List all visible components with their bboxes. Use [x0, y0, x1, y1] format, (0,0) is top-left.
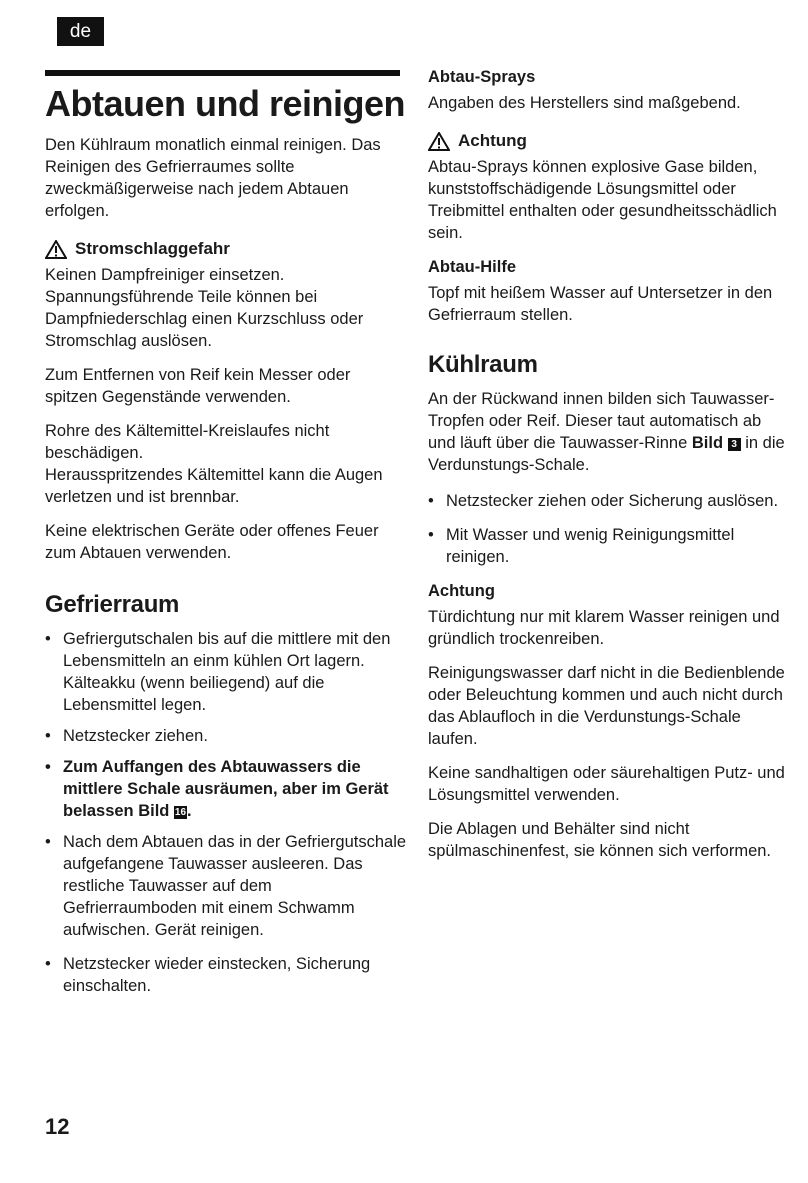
- para-no-abrasives: Keine sandhaltigen oder säurehaltigen Putz- und Lösungsmittel verwenden.: [428, 764, 785, 804]
- figure-ref-16: 16: [174, 807, 187, 818]
- section-title-gefrierraum: Gefrierraum: [45, 591, 180, 618]
- kuehlraum-text-b: in die Verdunstungs-Schale.: [428, 434, 785, 474]
- right-column: [428, 66, 790, 862]
- sprays-title: Abtau-Sprays: [428, 68, 536, 86]
- language-badge: de: [57, 17, 104, 46]
- title-rule: [45, 70, 400, 76]
- step-text-end: .: [186, 802, 192, 820]
- caution-heading: [428, 130, 790, 152]
- page-title: Abtauen und reinigen: [45, 83, 406, 124]
- para-refrigerant: Herausspritzendes Kältemittel kann die Augen verletzen und ist brennbar.: [45, 466, 383, 506]
- section-title-kuehlraum: Kühlraum: [428, 351, 538, 378]
- list-item: • Netzstecker wieder einstecken, Sicherung einschalten.: [45, 953, 407, 997]
- list-item: • Gefriergutschalen bis auf die mittlere mit den Lebensmitteln an einm kühlen Ort lagern. Kälteakku (wenn beiliegend) auf die Lebensmittel legen.: [45, 628, 407, 716]
- para-no-fire: Keine elektrischen Geräte oder offenes Feuer zum Abtauen verwenden.: [45, 522, 379, 562]
- caution2-text: Türdichtung nur mit klarem Wasser reinigen und gründlich trockenreiben.: [428, 608, 780, 648]
- figure-ref-3: 3: [728, 438, 741, 451]
- list-item: • Netzstecker ziehen oder Sicherung auslösen.: [428, 490, 790, 512]
- para-pipes: Rohre des Kältemittel-Kreislaufes nicht beschädigen.: [45, 422, 330, 462]
- para-knife: Zum Entfernen von Reif kein Messer oder spitzen Gegenstände verwenden.: [45, 366, 351, 406]
- list-item: • Netzstecker ziehen.: [45, 725, 407, 747]
- caution-text: Abtau-Sprays können explosive Gase bilden, kunststoffschädigende Lösungsmittel oder Treibmittel enthalten oder gesundheitsschädlich sein.: [428, 158, 777, 242]
- help-title: Abtau-Hilfe: [428, 258, 516, 276]
- figure-word: Bild: [691, 434, 724, 452]
- warning-title: Stromschlaggefahr: [75, 239, 230, 258]
- kuehlraum-text-a: An der Rückwand innen bilden sich Tauwasser-Tropfen oder Reif. Dieser taut automatisch ab und läuft über die Tauwasser-Rinne: [428, 390, 775, 452]
- page-number: 12: [45, 1114, 70, 1139]
- gefrierraum-steps: [45, 628, 407, 997]
- caution-title: Achtung: [458, 131, 527, 150]
- para-cleaning-water: Reinigungswasser darf nicht in die Bedienblende oder Beleuchtung kommen und auch nicht durch das Ablaufloch in die Verdunstungs-Schale laufen.: [428, 664, 785, 748]
- list-item: • Mit Wasser und wenig Reinigungsmittel reinigen.: [428, 524, 790, 568]
- sprays-text: Angaben des Herstellers sind maßgebend.: [428, 94, 741, 112]
- kuehlraum-steps: [428, 490, 790, 568]
- list-item: [45, 756, 407, 822]
- warning-triangle-icon: [428, 132, 450, 151]
- para-shelves: Die Ablagen und Behälter sind nicht spülmaschinenfest, sie können sich verformen.: [428, 820, 772, 860]
- help-text: Topf mit heißem Wasser auf Untersetzer in den Gefrierraum stellen.: [428, 284, 773, 324]
- warning-triangle-icon: [45, 240, 67, 259]
- left-column: [45, 134, 407, 997]
- kuehlraum-text: [428, 388, 790, 476]
- warning-text: Keinen Dampfreiniger einsetzen. Spannungsführende Teile können bei Dampfniederschlag einen Kurzschluss oder Stromschlag auslösen.: [45, 266, 364, 350]
- step-text: Zum Auffangen des Abtauwassers die mittlere Schale ausräumen, aber im Gerät belassen Bild: [63, 758, 389, 820]
- warning-heading: [45, 238, 407, 260]
- list-item: • Nach dem Abtauen das in der Gefriergutschale aufgefangene Tauwasser ausleeren. Das restliche Tauwasser auf dem Gefrierraumboden mit einem Schwamm aufwischen. Gerät reinigen.: [45, 831, 407, 941]
- intro-text: Den Kühlraum monatlich einmal reinigen. Das Reinigen des Gefrierraumes sollte zweckmäßigerweise nach jedem Abtauen erfolgen.: [45, 136, 381, 220]
- caution2-title: Achtung: [428, 582, 495, 600]
